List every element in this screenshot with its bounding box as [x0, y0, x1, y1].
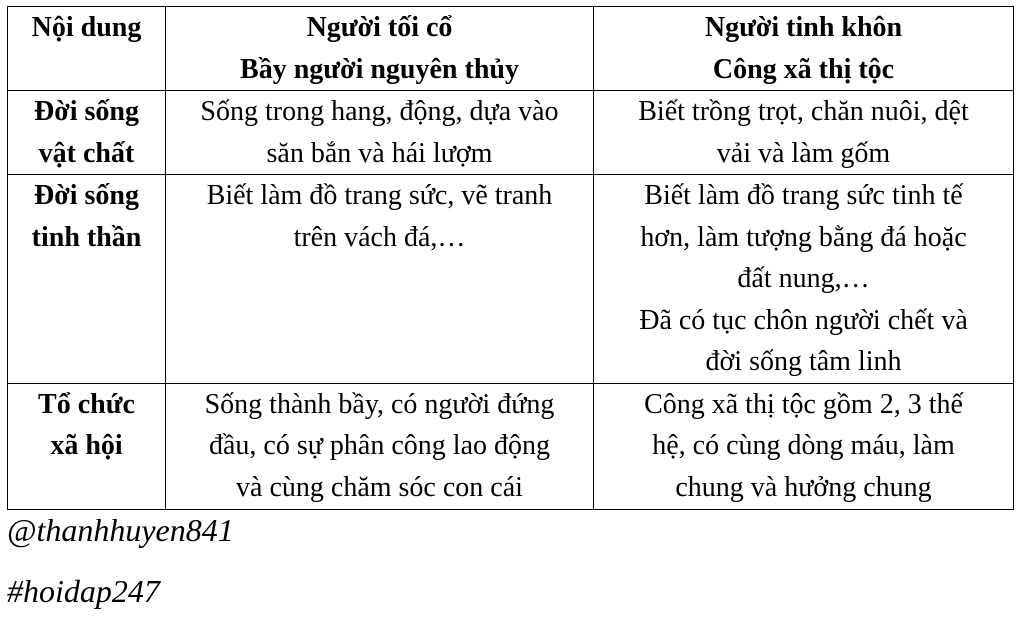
header-content: Nội dung [8, 7, 166, 91]
row-label-social-organization: Tổ chức xã hội [8, 383, 166, 509]
comparison-table [7, 6, 1014, 510]
header-modern-human: Người tinh khôn Công xã thị tộc [594, 7, 1014, 91]
table-row [8, 175, 1014, 384]
cell-spiritual-primitive: Biết làm đồ trang sức, vẽ tranh trên vách đá,… [166, 175, 594, 384]
header-primitive-human: Người tối cổ Bầy người nguyên thủy [166, 7, 594, 91]
cell-material-primitive: Sống trong hang, động, dựa vào săn bắn và hái lượm [166, 91, 594, 175]
cell-material-modern: Biết trồng trọt, chăn nuôi, dệt vải và làm gốm [594, 91, 1014, 175]
table-row [8, 383, 1014, 509]
row-label-material-life: Đời sống vật chất [8, 91, 166, 175]
author-credit: @thanhhuyen841 [7, 512, 234, 548]
row-label-spiritual-life: Đời sống tinh thần [8, 175, 166, 384]
table-row [8, 91, 1014, 175]
hashtag-credit: #hoidap247 [7, 573, 160, 609]
cell-social-modern: Công xã thị tộc gồm 2, 3 thế hệ, có cùng dòng máu, làm chung và hưởng chung [594, 383, 1014, 509]
cell-social-primitive: Sống thành bầy, có người đứng đầu, có sự phân công lao động và cùng chăm sóc con cái [166, 383, 594, 509]
header-row [8, 7, 1014, 91]
cell-spiritual-modern: Biết làm đồ trang sức tinh tế hơn, làm tượng bằng đá hoặc đất nung,… Đã có tục chôn người chết và đời sống tâm linh [594, 175, 1014, 384]
